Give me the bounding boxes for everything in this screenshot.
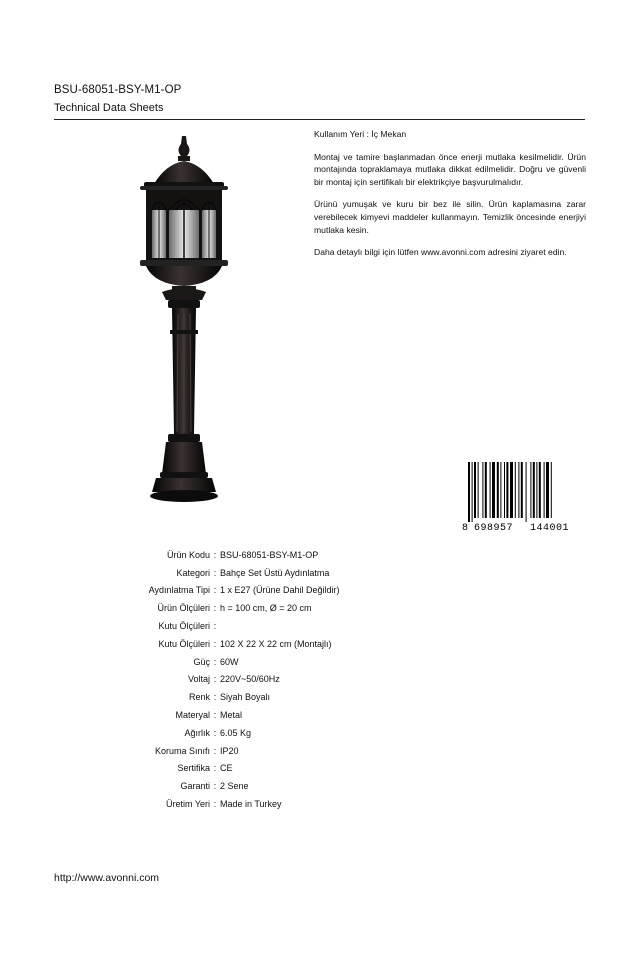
barcode-bar (533, 462, 535, 518)
spec-value: 102 X 22 X 22 cm (Montajlı) (220, 638, 332, 649)
spec-row (100, 564, 480, 582)
barcode-bar (515, 462, 516, 518)
spec-label: Sertifika (177, 763, 210, 774)
spec-separator: : (213, 585, 217, 596)
spec-separator: : (213, 745, 217, 756)
spec-row (100, 653, 480, 671)
spec-value: 6.05 Kg (220, 727, 252, 738)
barcode-bar (521, 462, 523, 518)
spec-label: Kutu Ölçüleri (158, 621, 210, 632)
spec-separator: : (213, 710, 217, 721)
spec-row (100, 777, 480, 795)
spec-value: h = 100 cm, Ø = 20 cm (220, 603, 312, 614)
spec-row (100, 546, 480, 564)
spec-value: Bahçe Set Üstü Aydınlatma (220, 567, 330, 578)
spec-label: Kutu Ölçüleri (158, 638, 210, 649)
spec-separator: : (213, 781, 217, 792)
spec-value: Siyah Boyalı (220, 692, 271, 703)
spec-label: Koruma Sınıfı (154, 745, 210, 756)
spec-label: Ağırlık (184, 727, 210, 738)
spec-value: 1 x E27 (Ürüne Dahil Değildir) (220, 585, 340, 596)
spec-value: IP20 (220, 745, 239, 756)
spec-row (100, 724, 480, 742)
spec-label: Garanti (180, 781, 210, 792)
spec-value: Made in Turkey (220, 799, 282, 810)
spec-row (100, 706, 480, 724)
spec-row (100, 760, 480, 778)
barcode-first-digit: 8 (462, 523, 469, 532)
spec-separator: : (213, 727, 217, 738)
barcode-bars (468, 462, 552, 522)
website-paragraph: Daha detaylı bilgi için lütfen www.avonni.com adresini ziyaret edin. (314, 247, 567, 258)
spec-label: Ürün Ölçüleri (157, 603, 210, 614)
spec-row (100, 795, 480, 813)
barcode-bar (504, 462, 505, 518)
spec-value: 60W (220, 656, 239, 667)
spec-row (100, 617, 480, 635)
barcode-bar (526, 462, 527, 522)
safety-paragraph: Montaj ve tamire başlanmadan önce enerji mutlaka kesilmelidir. Ürün montajında topraklamaya mutlaka dikkat edilmelidir. Doğru ve güvenli bir montaj için sertifikalı bir elektrikçiye başvurulmalıdır. (314, 151, 586, 187)
barcode-bar (536, 462, 537, 518)
spec-separator: : (213, 763, 217, 774)
spec-separator: : (213, 674, 217, 685)
spec-label: Renk (188, 692, 210, 703)
spec-row (100, 742, 480, 760)
usage-line: Kullanım Yeri : İç Mekan (314, 129, 407, 139)
barcode-bar (474, 462, 476, 518)
spec-row (100, 671, 480, 689)
spec-value: BSU-68051-BSY-M1-OP (220, 549, 319, 560)
spec-label: Üretim Yeri (165, 799, 210, 810)
spec-label: Kategori (176, 567, 210, 578)
barcode-bar (544, 462, 545, 518)
barcode-bar (490, 462, 491, 518)
spec-value: 220V~50/60Hz (220, 674, 280, 685)
barcode-bar (530, 462, 531, 518)
spec-label: Aydınlatma Tipi (148, 585, 210, 596)
spec-separator: : (213, 549, 217, 560)
barcode-bar (492, 462, 495, 518)
footer-url[interactable]: http://www.avonni.com (54, 872, 160, 884)
barcode-bar (539, 462, 541, 518)
spec-label: Ürün Kodu (166, 549, 210, 560)
barcode (462, 462, 586, 532)
spec-table (100, 546, 480, 813)
spec-separator: : (213, 567, 217, 578)
spec-separator: : (213, 621, 217, 632)
barcode-group-right: 144001 (530, 523, 570, 532)
barcode-group-left: 698957 (474, 523, 514, 532)
barcode-bar (472, 462, 473, 522)
product-code-heading: BSU-68051-BSY-M1-OP (54, 84, 182, 96)
document-subtitle: Technical Data Sheets (54, 102, 164, 114)
spec-separator: : (213, 603, 217, 614)
barcode-bar (551, 462, 552, 518)
spec-label: Materyal (175, 710, 210, 721)
spec-label: Güç (193, 656, 210, 667)
document-header (54, 84, 585, 114)
product-image (136, 134, 232, 506)
cleaning-paragraph: Ürünü yumuşak ve kuru bir bez ile silin. Ürün kaplamasına zarar verebilecek kimyevi maddeler kullanmayın. Temizlik öncesinde enerjiyi mutlaka kesin. (314, 199, 586, 235)
spec-separator: : (213, 656, 217, 667)
barcode-bar (497, 462, 499, 518)
barcode-bar (485, 462, 487, 518)
spec-value: 2 Sene (220, 781, 249, 792)
spec-value: Metal (220, 710, 243, 721)
spec-separator: : (213, 799, 217, 810)
spec-row (100, 635, 480, 653)
spec-separator: : (213, 638, 217, 649)
spec-value: CE (220, 763, 233, 774)
spec-row (100, 688, 480, 706)
barcode-bar (468, 462, 470, 522)
info-text-block (314, 128, 586, 269)
spec-row (100, 582, 480, 600)
header-divider (54, 119, 585, 120)
spec-row (100, 599, 480, 617)
spec-label: Voltaj (187, 674, 210, 685)
barcode-bar (510, 462, 513, 518)
barcode-bar (478, 462, 479, 518)
barcode-bar (500, 462, 501, 518)
spec-separator: : (213, 692, 217, 703)
barcode-bar (506, 462, 508, 518)
barcode-bar (518, 462, 519, 518)
barcode-bar (546, 462, 549, 518)
barcode-bar (482, 462, 483, 518)
